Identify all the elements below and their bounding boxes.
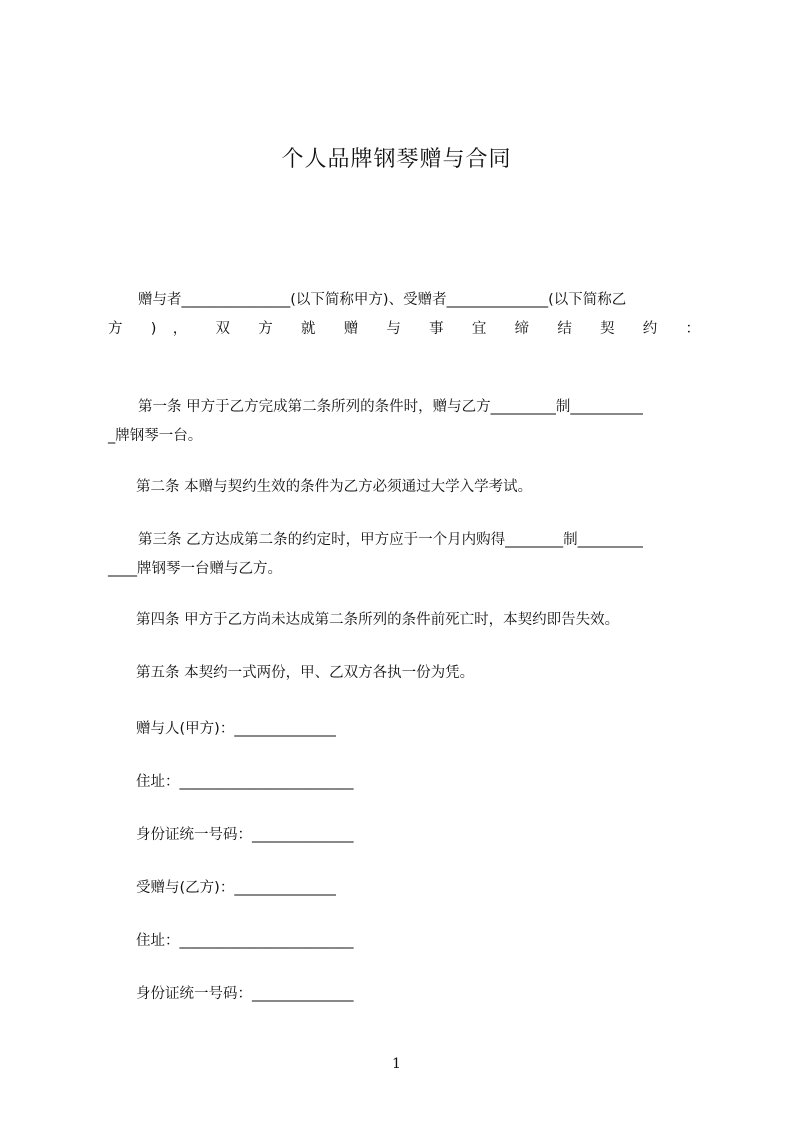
donor-name-blank[interactable]: ______________ [234, 721, 336, 737]
donor-id-field [136, 825, 354, 845]
donor-id-label: 身份证统一号码： [136, 827, 252, 843]
recipient-name-label: 受赠与(乙方)： [136, 880, 235, 896]
article-1-line-1: 第一条 甲方于乙方完成第二条所列的条件时，赠与乙方_________制__________ [138, 399, 643, 415]
article-2-line-1: 第二条 本赠与契约生效的条件为乙方必须通过大学入学考试。 [136, 479, 533, 495]
preamble-line-1: 赠与者_______________(以下简称甲方)、受赠者______________(以下简称乙 [138, 292, 627, 308]
article-2 [108, 473, 700, 502]
preamble-line-2: 方 ) ， 双 方 就 赠 与 事 宜 缔 结 契 约 ： [108, 321, 700, 337]
document-title: 个人品牌钢琴赠与合同 [281, 147, 512, 172]
article-5 [108, 659, 700, 688]
donor-name-label: 赠与人(甲方)： [136, 721, 235, 737]
article-1 [108, 393, 700, 451]
recipient-name-field [136, 878, 336, 898]
article-3 [108, 526, 700, 584]
recipient-address-field [136, 931, 354, 951]
article-3-line-1: 第三条 乙方达成第二条的约定时，甲方应于一个月内购得________制_________ [138, 532, 643, 548]
article-4-line-1: 第四条 甲方于乙方尚未达成第二条所列的条件前死亡时，本契约即告失效。 [136, 612, 620, 628]
recipient-id-field [136, 984, 354, 1004]
recipient-name-blank[interactable]: ______________ [234, 880, 336, 896]
recipient-address-blank[interactable]: ________________________ [179, 933, 354, 949]
donor-name-field [136, 719, 336, 739]
article-1-line-2: _牌钢琴一台。 [108, 428, 203, 444]
preamble [108, 286, 700, 344]
article-3-line-2: ____牌钢琴一台赠与乙方。 [108, 561, 282, 577]
article-4 [108, 606, 700, 635]
recipient-address-label: 住址： [136, 933, 180, 949]
donor-address-label: 住址： [136, 774, 180, 790]
recipient-id-label: 身份证统一号码： [136, 986, 252, 1002]
donor-address-field [136, 772, 354, 792]
page-number: 1 [392, 1056, 401, 1072]
donor-address-blank[interactable]: ________________________ [179, 774, 354, 790]
article-5-line-1: 第五条 本契约一式两份，甲、乙双方各执一份为凭。 [136, 665, 475, 681]
recipient-id-blank[interactable]: ______________ [252, 986, 354, 1002]
donor-id-blank[interactable]: ______________ [252, 827, 354, 843]
